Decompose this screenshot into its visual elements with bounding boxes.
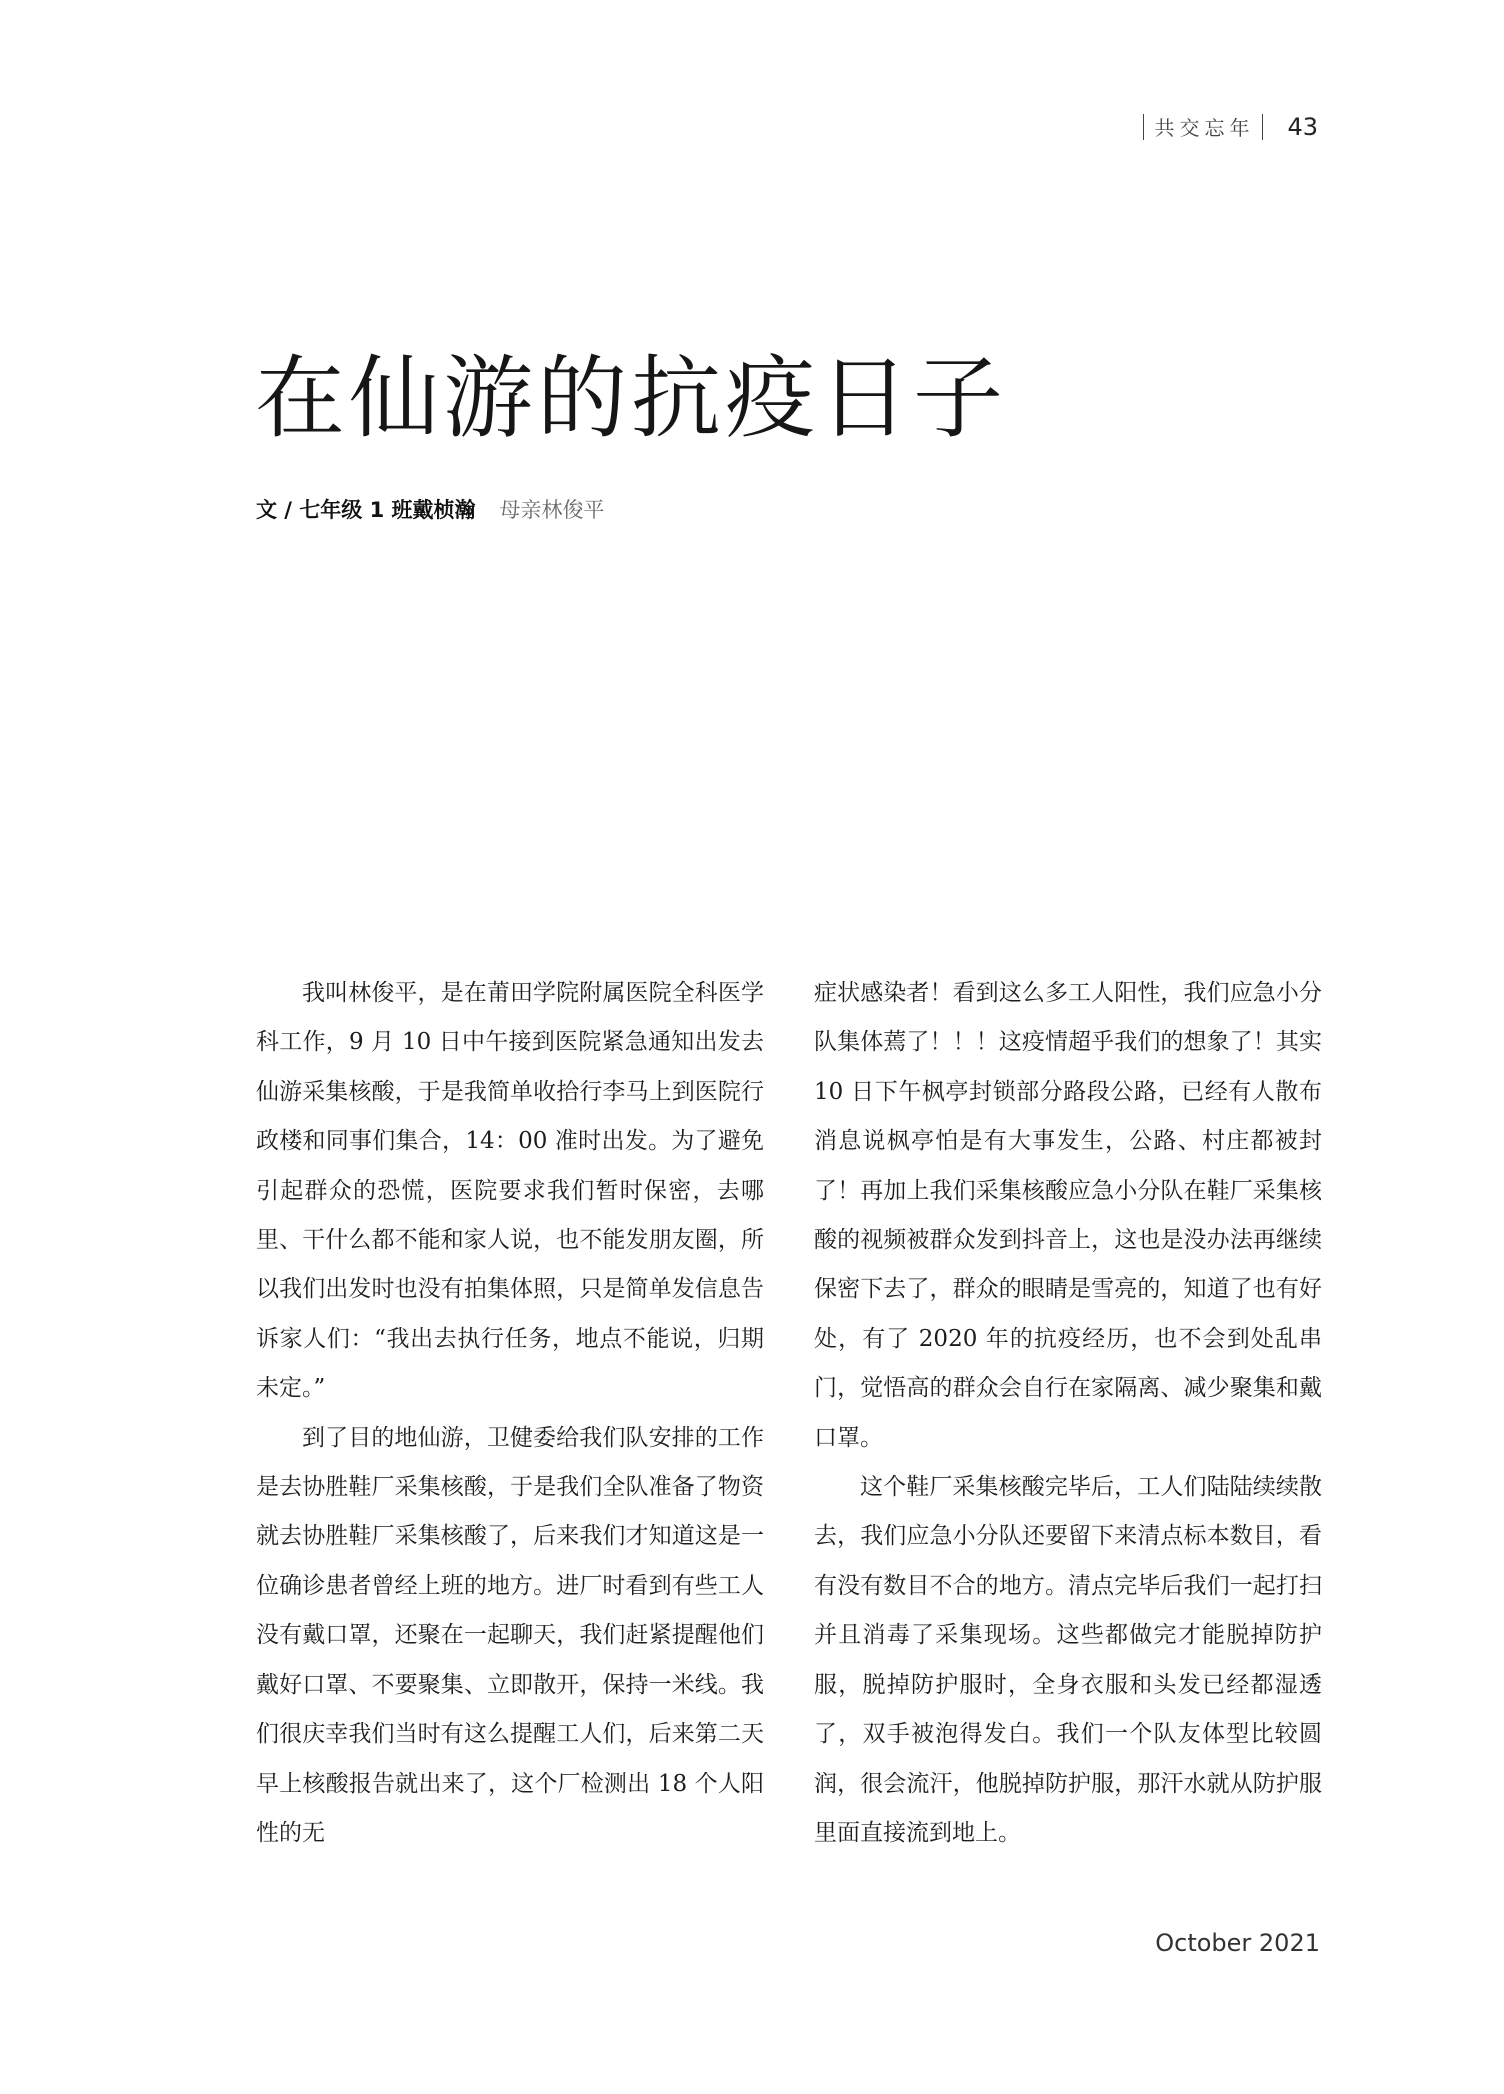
byline-mother: 母亲林俊平	[499, 498, 605, 522]
byline-author: 文 / 七年级 1 班戴桢瀚	[256, 498, 476, 522]
running-header	[1143, 112, 1318, 141]
paragraph: 这个鞋厂采集核酸完毕后，工人们陆陆续续散去，我们应急小分队还要留下来清点标本数目，看有没有数目不合的地方。清点完毕后我们一起打扫并且消毒了采集现场。这些都做完才能脱掉防护服，脱掉防护服时，全身衣服和头发已经都湿透了，双手被泡得发白。我们一个队友体型比较圆润，很会流汗，他脱掉防护服，那汗水就从防护服里面直接流到地上。	[814, 1474, 1322, 1846]
article-body	[256, 969, 1322, 1858]
header-divider-right	[1262, 114, 1263, 140]
byline	[256, 494, 605, 524]
footer-date: October 2021	[1155, 1929, 1320, 1957]
paragraph-continued: 症状感染者！看到这么多工人阳性，我们应急小分队集体蔫了！！！这疫情超乎我们的想象了！其实 10 日下午枫亭封锁部分路段公路，已经有人散布消息说枫亭怕是有大事发生，公路、村庄都被封了！再加上我们采集核酸应急小分队在鞋厂采集核酸的视频被群众发到抖音上，这也是没办法再继续保密下去了，群众的眼睛是雪亮的，知道了也有好处，有了 2020 年的抗疫经历，也不会到处乱串门，觉悟高的群众会自行在家隔离、减少聚集和戴口罩。	[814, 980, 1322, 1451]
text-column-left	[256, 969, 764, 1858]
paragraph: 到了目的地仙游，卫健委给我们队安排的工作是去协胜鞋厂采集核酸，于是我们全队准备了物资就去协胜鞋厂采集核酸了，后来我们才知道这是一位确诊患者曾经上班的地方。进厂时看到有些工人没有戴口罩，还聚在一起聊天，我们赶紧提醒他们戴好口罩、不要聚集、立即散开，保持一米线。我们很庆幸我们当时有这么提醒工人们，后来第二天早上核酸报告就出来了，这个厂检测出 18 个人阳性的无	[256, 1424, 764, 1846]
page-number: 43	[1287, 112, 1318, 141]
text-column-right	[814, 969, 1322, 1858]
paragraph: 我叫林俊平，是在莆田学院附属医院全科医学科工作，9 月 10 日中午接到医院紧急通知出发去仙游采集核酸，于是我简单收拾行李马上到医院行政楼和同事们集合，14：00 准时出发。为了避免引起群众的恐慌，医院要求我们暂时保密，去哪里、干什么都不能和家人说，也不能发朋友圈，所以我们出发时也没有拍集体照，只是简单发信息告诉家人们：“我出去执行任务，地点不能说，归期未定。”	[256, 980, 764, 1402]
section-name: 共交忘年	[1154, 116, 1255, 140]
article-title: 在仙游的抗疫日子	[255, 346, 1007, 451]
